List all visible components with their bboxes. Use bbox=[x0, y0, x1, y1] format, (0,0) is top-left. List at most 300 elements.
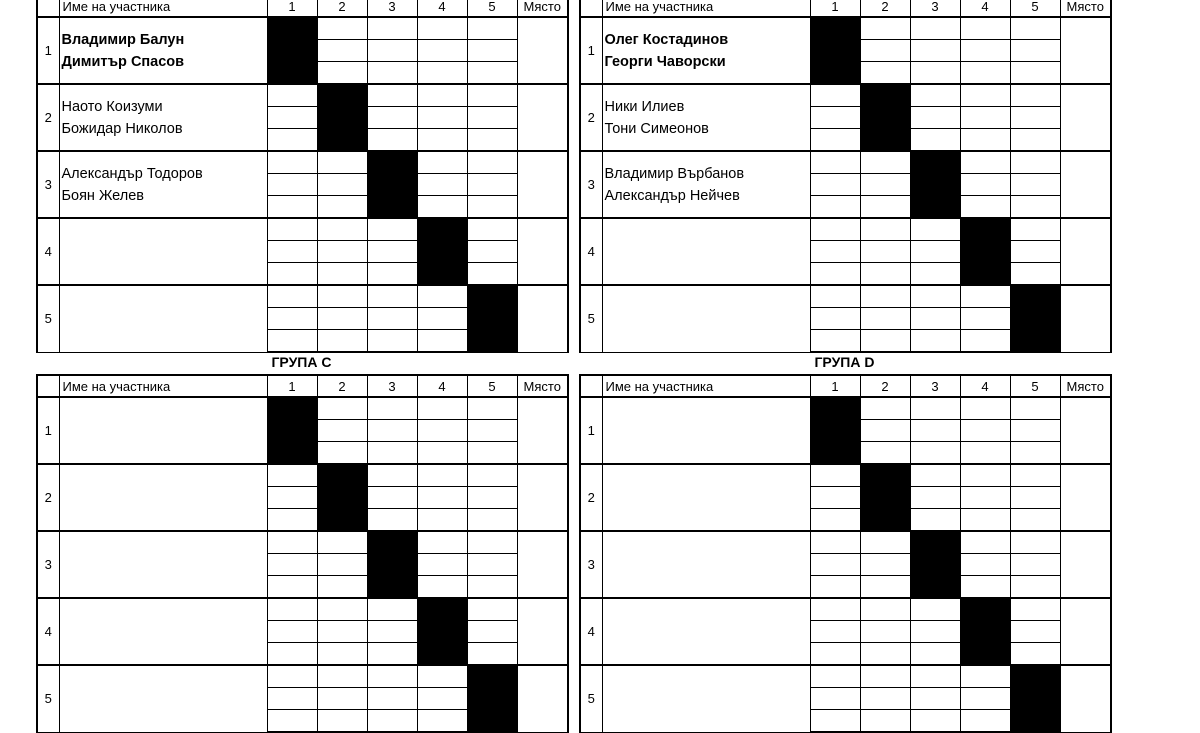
score-cell[interactable] bbox=[317, 241, 367, 263]
score-cell[interactable] bbox=[417, 40, 467, 62]
score-cell[interactable] bbox=[367, 263, 417, 286]
score-cell[interactable] bbox=[810, 129, 860, 152]
score-cell[interactable] bbox=[810, 285, 860, 308]
score-cell[interactable] bbox=[860, 554, 910, 576]
score-cell[interactable] bbox=[810, 196, 860, 219]
score-cell[interactable] bbox=[860, 531, 910, 554]
score-cell[interactable] bbox=[467, 107, 517, 129]
score-cell[interactable] bbox=[860, 688, 910, 710]
self-match-blocked-cell bbox=[960, 218, 1010, 285]
score-cell[interactable] bbox=[1010, 576, 1060, 599]
score-cell[interactable] bbox=[860, 442, 910, 465]
score-cell[interactable] bbox=[467, 509, 517, 532]
score-cell[interactable] bbox=[910, 487, 960, 509]
score-cell[interactable] bbox=[267, 643, 317, 666]
score-cell[interactable] bbox=[960, 710, 1010, 733]
score-cell[interactable] bbox=[367, 509, 417, 532]
score-cell[interactable] bbox=[860, 40, 910, 62]
score-cell[interactable] bbox=[910, 710, 960, 733]
score-cell[interactable] bbox=[267, 665, 317, 688]
score-cell[interactable] bbox=[960, 84, 1010, 107]
score-cell[interactable] bbox=[317, 263, 367, 286]
score-cell[interactable] bbox=[267, 107, 317, 129]
score-cell[interactable] bbox=[367, 621, 417, 643]
score-cell[interactable] bbox=[367, 129, 417, 152]
place-cell[interactable] bbox=[1060, 464, 1111, 531]
score-cell[interactable] bbox=[367, 442, 417, 465]
score-cell[interactable] bbox=[1010, 263, 1060, 286]
score-cell[interactable] bbox=[467, 151, 517, 174]
score-cell[interactable] bbox=[417, 710, 467, 733]
score-cell[interactable] bbox=[960, 129, 1010, 152]
player-number: 2 bbox=[37, 84, 59, 151]
score-cell[interactable] bbox=[417, 464, 467, 487]
place-cell[interactable] bbox=[1060, 218, 1111, 285]
place-cell[interactable] bbox=[517, 285, 568, 352]
score-cell[interactable] bbox=[1010, 84, 1060, 107]
score-cell[interactable] bbox=[467, 554, 517, 576]
score-cell[interactable] bbox=[367, 643, 417, 666]
score-cell[interactable] bbox=[810, 84, 860, 107]
score-cell[interactable] bbox=[317, 420, 367, 442]
score-cell[interactable] bbox=[417, 576, 467, 599]
player-name-cell[interactable] bbox=[602, 531, 810, 598]
score-cell[interactable] bbox=[267, 84, 317, 107]
score-cell[interactable] bbox=[467, 129, 517, 152]
place-cell[interactable] bbox=[517, 151, 568, 218]
player-name-cell[interactable] bbox=[59, 598, 267, 665]
score-cell[interactable] bbox=[960, 531, 1010, 554]
score-cell[interactable] bbox=[860, 174, 910, 196]
score-cell[interactable] bbox=[860, 710, 910, 733]
score-cell[interactable] bbox=[417, 151, 467, 174]
player-name-cell[interactable] bbox=[59, 151, 267, 218]
player-name-cell[interactable] bbox=[602, 84, 810, 151]
place-cell[interactable] bbox=[1060, 665, 1111, 732]
score-cell[interactable] bbox=[467, 241, 517, 263]
score-cell[interactable] bbox=[267, 241, 317, 263]
place-cell[interactable] bbox=[1060, 151, 1111, 218]
player-name-cell[interactable] bbox=[59, 84, 267, 151]
score-cell[interactable] bbox=[960, 688, 1010, 710]
score-cell[interactable] bbox=[317, 665, 367, 688]
score-cell[interactable] bbox=[467, 218, 517, 241]
score-cell[interactable] bbox=[860, 151, 910, 174]
score-cell[interactable] bbox=[367, 464, 417, 487]
score-cell[interactable] bbox=[810, 241, 860, 263]
player-number: 3 bbox=[580, 151, 602, 218]
place-cell[interactable] bbox=[1060, 531, 1111, 598]
score-cell[interactable] bbox=[417, 174, 467, 196]
score-cell[interactable] bbox=[810, 308, 860, 330]
score-cell[interactable] bbox=[267, 174, 317, 196]
score-cell[interactable] bbox=[910, 62, 960, 85]
score-cell[interactable] bbox=[467, 17, 517, 40]
player-number: 2 bbox=[580, 84, 602, 151]
player-name-cell[interactable] bbox=[59, 531, 267, 598]
score-cell[interactable] bbox=[267, 263, 317, 286]
score-cell[interactable] bbox=[1010, 62, 1060, 85]
score-cell[interactable] bbox=[860, 576, 910, 599]
score-cell[interactable] bbox=[367, 487, 417, 509]
score-cell[interactable] bbox=[810, 621, 860, 643]
score-cell[interactable] bbox=[960, 330, 1010, 353]
score-cell[interactable] bbox=[1010, 397, 1060, 420]
score-cell[interactable] bbox=[1010, 531, 1060, 554]
score-cell[interactable] bbox=[317, 442, 367, 465]
score-cell[interactable] bbox=[1010, 420, 1060, 442]
player-name-cell[interactable] bbox=[59, 218, 267, 285]
score-cell[interactable] bbox=[467, 84, 517, 107]
player-name-line-2: Александър Нейчев bbox=[604, 187, 740, 204]
score-cell[interactable] bbox=[860, 598, 910, 621]
score-cell[interactable] bbox=[417, 129, 467, 152]
score-cell[interactable] bbox=[367, 241, 417, 263]
score-cell[interactable] bbox=[860, 643, 910, 666]
score-cell[interactable] bbox=[267, 598, 317, 621]
score-cell[interactable] bbox=[860, 665, 910, 688]
score-cell[interactable] bbox=[417, 531, 467, 554]
score-cell[interactable] bbox=[1010, 554, 1060, 576]
score-cell[interactable] bbox=[1010, 643, 1060, 666]
score-cell[interactable] bbox=[910, 308, 960, 330]
player-number: 1 bbox=[580, 17, 602, 84]
header-col-4: 4 bbox=[960, 375, 1010, 397]
score-cell[interactable] bbox=[267, 285, 317, 308]
score-cell[interactable] bbox=[317, 330, 367, 353]
score-cell[interactable] bbox=[467, 196, 517, 219]
score-cell[interactable] bbox=[367, 665, 417, 688]
score-cell[interactable] bbox=[367, 285, 417, 308]
score-cell[interactable] bbox=[810, 464, 860, 487]
score-cell[interactable] bbox=[1010, 40, 1060, 62]
score-cell[interactable] bbox=[960, 442, 1010, 465]
score-cell[interactable] bbox=[960, 308, 1010, 330]
score-cell[interactable] bbox=[467, 487, 517, 509]
score-cell[interactable] bbox=[267, 196, 317, 219]
score-cell[interactable] bbox=[467, 598, 517, 621]
header-participant-name: Име на участника bbox=[59, 375, 267, 397]
header-col-5: 5 bbox=[1010, 375, 1060, 397]
score-cell[interactable] bbox=[367, 710, 417, 733]
score-cell[interactable] bbox=[1010, 129, 1060, 152]
score-cell[interactable] bbox=[367, 420, 417, 442]
player-name-cell[interactable] bbox=[59, 397, 267, 464]
player-number: 5 bbox=[580, 285, 602, 352]
score-cell[interactable] bbox=[367, 17, 417, 40]
score-cell[interactable] bbox=[367, 688, 417, 710]
score-cell[interactable] bbox=[910, 397, 960, 420]
player-number: 5 bbox=[37, 285, 59, 352]
score-cell[interactable] bbox=[317, 151, 367, 174]
self-match-blocked-cell bbox=[467, 285, 517, 352]
score-cell[interactable] bbox=[910, 84, 960, 107]
score-cell[interactable] bbox=[467, 531, 517, 554]
score-cell[interactable] bbox=[860, 263, 910, 286]
score-cell[interactable] bbox=[267, 218, 317, 241]
score-cell[interactable] bbox=[417, 308, 467, 330]
score-cell[interactable] bbox=[317, 621, 367, 643]
score-cell[interactable] bbox=[317, 576, 367, 599]
player-name-cell[interactable] bbox=[602, 665, 810, 732]
player-name-cell[interactable] bbox=[602, 285, 810, 352]
score-cell[interactable] bbox=[1010, 487, 1060, 509]
score-cell[interactable] bbox=[367, 308, 417, 330]
score-cell[interactable] bbox=[910, 598, 960, 621]
score-cell[interactable] bbox=[317, 643, 367, 666]
player-name-cell[interactable] bbox=[602, 464, 810, 531]
score-cell[interactable] bbox=[810, 688, 860, 710]
score-cell[interactable] bbox=[960, 420, 1010, 442]
score-cell[interactable] bbox=[367, 397, 417, 420]
score-cell[interactable] bbox=[367, 218, 417, 241]
score-cell[interactable] bbox=[960, 174, 1010, 196]
score-cell[interactable] bbox=[860, 241, 910, 263]
score-cell[interactable] bbox=[910, 442, 960, 465]
score-cell[interactable] bbox=[317, 218, 367, 241]
score-cell[interactable] bbox=[1010, 17, 1060, 40]
score-cell[interactable] bbox=[1010, 218, 1060, 241]
player-name-cell[interactable] bbox=[59, 464, 267, 531]
place-cell[interactable] bbox=[1060, 285, 1111, 352]
player-name-cell[interactable] bbox=[602, 218, 810, 285]
score-cell[interactable] bbox=[267, 308, 317, 330]
score-cell[interactable] bbox=[467, 464, 517, 487]
score-cell[interactable] bbox=[860, 420, 910, 442]
score-cell[interactable] bbox=[1010, 107, 1060, 129]
place-cell[interactable] bbox=[517, 84, 568, 151]
score-cell[interactable] bbox=[910, 17, 960, 40]
score-cell[interactable] bbox=[267, 710, 317, 733]
score-cell[interactable] bbox=[417, 487, 467, 509]
score-cell[interactable] bbox=[1010, 151, 1060, 174]
score-cell[interactable] bbox=[417, 420, 467, 442]
score-cell[interactable] bbox=[317, 40, 367, 62]
score-cell[interactable] bbox=[317, 598, 367, 621]
score-cell[interactable] bbox=[910, 688, 960, 710]
player-number: 3 bbox=[37, 151, 59, 218]
score-cell[interactable] bbox=[467, 420, 517, 442]
score-cell[interactable] bbox=[317, 397, 367, 420]
score-cell[interactable] bbox=[810, 598, 860, 621]
score-cell[interactable] bbox=[960, 196, 1010, 219]
score-cell[interactable] bbox=[1010, 464, 1060, 487]
score-cell[interactable] bbox=[417, 107, 467, 129]
score-cell[interactable] bbox=[810, 151, 860, 174]
score-cell[interactable] bbox=[960, 107, 1010, 129]
score-cell[interactable] bbox=[960, 285, 1010, 308]
place-cell[interactable] bbox=[517, 665, 568, 732]
score-cell[interactable] bbox=[810, 554, 860, 576]
score-cell[interactable] bbox=[810, 710, 860, 733]
score-cell[interactable] bbox=[367, 598, 417, 621]
score-cell[interactable] bbox=[417, 196, 467, 219]
score-cell[interactable] bbox=[317, 710, 367, 733]
score-cell[interactable] bbox=[960, 487, 1010, 509]
score-cell[interactable] bbox=[810, 576, 860, 599]
score-cell[interactable] bbox=[910, 218, 960, 241]
player-name-line-1: Ники Илиев bbox=[604, 98, 685, 115]
score-cell[interactable] bbox=[317, 308, 367, 330]
score-cell[interactable] bbox=[1010, 174, 1060, 196]
score-cell[interactable] bbox=[467, 621, 517, 643]
score-cell[interactable] bbox=[267, 330, 317, 353]
score-cell[interactable] bbox=[810, 643, 860, 666]
score-cell[interactable] bbox=[467, 397, 517, 420]
score-cell[interactable] bbox=[910, 330, 960, 353]
score-cell[interactable] bbox=[860, 397, 910, 420]
score-cell[interactable] bbox=[860, 196, 910, 219]
score-cell[interactable] bbox=[860, 17, 910, 40]
place-cell[interactable] bbox=[517, 397, 568, 464]
score-cell[interactable] bbox=[267, 554, 317, 576]
score-cell[interactable] bbox=[1010, 598, 1060, 621]
score-cell[interactable] bbox=[810, 665, 860, 688]
score-cell[interactable] bbox=[267, 509, 317, 532]
score-cell[interactable] bbox=[1010, 509, 1060, 532]
score-cell[interactable] bbox=[1010, 442, 1060, 465]
score-cell[interactable] bbox=[1010, 196, 1060, 219]
score-cell[interactable] bbox=[267, 531, 317, 554]
score-cell[interactable] bbox=[367, 107, 417, 129]
place-cell[interactable] bbox=[517, 598, 568, 665]
score-cell[interactable] bbox=[417, 84, 467, 107]
score-cell[interactable] bbox=[860, 621, 910, 643]
score-cell[interactable] bbox=[810, 509, 860, 532]
score-cell[interactable] bbox=[267, 576, 317, 599]
score-cell[interactable] bbox=[960, 464, 1010, 487]
score-cell[interactable] bbox=[417, 62, 467, 85]
header-place: Място bbox=[1060, 375, 1111, 397]
score-cell[interactable] bbox=[810, 330, 860, 353]
score-cell[interactable] bbox=[267, 464, 317, 487]
score-cell[interactable] bbox=[417, 665, 467, 688]
score-cell[interactable] bbox=[960, 576, 1010, 599]
score-cell[interactable] bbox=[417, 554, 467, 576]
score-cell[interactable] bbox=[810, 107, 860, 129]
score-cell[interactable] bbox=[860, 218, 910, 241]
player-name-cell[interactable] bbox=[602, 17, 810, 84]
score-cell[interactable] bbox=[910, 464, 960, 487]
score-cell[interactable] bbox=[910, 40, 960, 62]
score-cell[interactable] bbox=[910, 285, 960, 308]
place-cell[interactable] bbox=[1060, 17, 1111, 84]
score-cell[interactable] bbox=[317, 174, 367, 196]
header-index-blank bbox=[37, 0, 59, 17]
score-cell[interactable] bbox=[367, 84, 417, 107]
player-number: 1 bbox=[580, 397, 602, 464]
place-cell[interactable] bbox=[517, 218, 568, 285]
score-cell[interactable] bbox=[417, 397, 467, 420]
score-cell[interactable] bbox=[910, 665, 960, 688]
player-name-cell[interactable] bbox=[602, 397, 810, 464]
score-cell[interactable] bbox=[467, 62, 517, 85]
score-cell[interactable] bbox=[417, 285, 467, 308]
score-cell[interactable] bbox=[910, 420, 960, 442]
place-cell[interactable] bbox=[1060, 598, 1111, 665]
score-cell[interactable] bbox=[467, 643, 517, 666]
score-cell[interactable] bbox=[860, 62, 910, 85]
score-cell[interactable] bbox=[910, 509, 960, 532]
player-name-cell[interactable] bbox=[602, 598, 810, 665]
score-cell[interactable] bbox=[960, 397, 1010, 420]
place-cell[interactable] bbox=[1060, 84, 1111, 151]
score-cell[interactable] bbox=[810, 531, 860, 554]
score-cell[interactable] bbox=[367, 40, 417, 62]
score-cell[interactable] bbox=[960, 40, 1010, 62]
score-cell[interactable] bbox=[810, 174, 860, 196]
place-cell[interactable] bbox=[517, 531, 568, 598]
score-cell[interactable] bbox=[467, 263, 517, 286]
score-cell[interactable] bbox=[1010, 621, 1060, 643]
score-cell[interactable] bbox=[960, 17, 1010, 40]
score-cell[interactable] bbox=[417, 17, 467, 40]
score-cell[interactable] bbox=[860, 330, 910, 353]
score-cell[interactable] bbox=[910, 643, 960, 666]
score-cell[interactable] bbox=[960, 151, 1010, 174]
score-cell[interactable] bbox=[317, 196, 367, 219]
score-cell[interactable] bbox=[467, 442, 517, 465]
score-cell[interactable] bbox=[910, 621, 960, 643]
score-cell[interactable] bbox=[317, 17, 367, 40]
score-cell[interactable] bbox=[810, 487, 860, 509]
score-cell[interactable] bbox=[960, 554, 1010, 576]
score-cell[interactable] bbox=[317, 554, 367, 576]
score-cell[interactable] bbox=[910, 241, 960, 263]
score-cell[interactable] bbox=[367, 62, 417, 85]
score-cell[interactable] bbox=[810, 263, 860, 286]
score-cell[interactable] bbox=[317, 62, 367, 85]
score-cell[interactable] bbox=[467, 174, 517, 196]
score-cell[interactable] bbox=[860, 308, 910, 330]
score-cell[interactable] bbox=[317, 531, 367, 554]
player-name-cell[interactable] bbox=[59, 285, 267, 352]
player-name-line-2: Георги Чаворски bbox=[604, 53, 726, 70]
score-cell[interactable] bbox=[1010, 241, 1060, 263]
player-name-cell[interactable] bbox=[602, 151, 810, 218]
score-cell[interactable] bbox=[417, 509, 467, 532]
place-cell[interactable] bbox=[517, 464, 568, 531]
score-cell[interactable] bbox=[960, 62, 1010, 85]
score-cell[interactable] bbox=[417, 330, 467, 353]
score-cell[interactable] bbox=[317, 688, 367, 710]
score-cell[interactable] bbox=[960, 509, 1010, 532]
place-cell[interactable] bbox=[1060, 397, 1111, 464]
score-cell[interactable] bbox=[810, 218, 860, 241]
score-cell[interactable] bbox=[417, 442, 467, 465]
player-name-line-1: Владимир Балун bbox=[61, 31, 185, 48]
score-cell[interactable] bbox=[910, 129, 960, 152]
score-cell[interactable] bbox=[367, 330, 417, 353]
player-name-cell[interactable] bbox=[59, 17, 267, 84]
score-cell[interactable] bbox=[860, 285, 910, 308]
score-cell[interactable] bbox=[267, 129, 317, 152]
place-cell[interactable] bbox=[517, 17, 568, 84]
score-cell[interactable] bbox=[910, 107, 960, 129]
score-cell[interactable] bbox=[467, 40, 517, 62]
player-name-cell[interactable] bbox=[59, 665, 267, 732]
score-cell[interactable] bbox=[960, 665, 1010, 688]
score-cell[interactable] bbox=[267, 151, 317, 174]
score-cell[interactable] bbox=[267, 621, 317, 643]
score-cell[interactable] bbox=[267, 688, 317, 710]
score-cell[interactable] bbox=[267, 487, 317, 509]
score-cell[interactable] bbox=[317, 285, 367, 308]
header-col-5: 5 bbox=[467, 0, 517, 17]
score-cell[interactable] bbox=[467, 576, 517, 599]
score-cell[interactable] bbox=[417, 688, 467, 710]
score-cell[interactable] bbox=[910, 263, 960, 286]
